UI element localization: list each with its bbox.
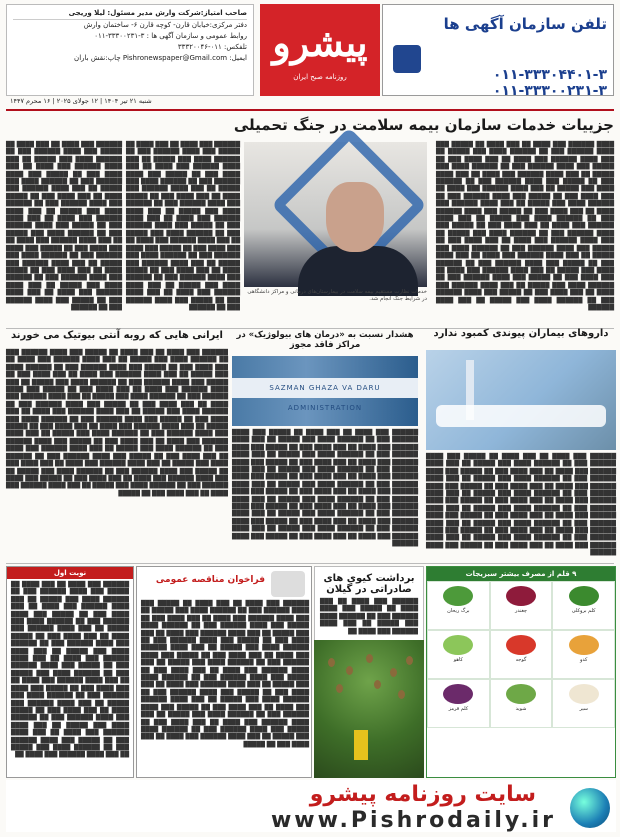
veg-item: گوجه [490, 630, 553, 679]
notice-title: نوبت اول [7, 567, 133, 579]
veg-item: کلم بروکلی [552, 581, 615, 630]
ad-title: تلفن سازمان آگهی ها [443, 15, 607, 33]
veg-item: چغندر [490, 581, 553, 630]
logo-name: پیشرو [272, 20, 368, 65]
masthead-line: دفتر مرکزی:خیابان قارن- کوچه قارن ۶- ساختمان وارش [83, 21, 247, 29]
masthead-line: ایمیل: Pishronewspaper@Gmail.com چاپ:نقش باران [74, 54, 247, 62]
article-column: ████ ██████ ███ ████ ██ ███ ████ ██ █████ ███ ████ ██████ ███ ██ ██████ ████ ███ █████ ██ ███ ████ ██████ ███ ████ ██ ███ ████ ███ ██ █████ ███ ████ ██████ ███ ██ ██████ ████ ███ █████ ██ ███ ████ ██████ ███ ████ ██ ███ ████ ███ ██ █████ ███ ████ ██████ ███ ██ ██████ ████ ███ █████ ██ ███ ████ ██████ ███ ████ ██ ███ ████ ███ ██ █████ ███ ████ ██████ ███ ██ ██████ ████ ███ █████ ██ ███ ████ ██████ ███ ████ ██ ███ ████ ███ ██ █████ ███ ████ ██████ ███ ██ ██████ ████ ███ █████ ██ ███ ████ ██████ ███ ████ ██ ███ ████ ███ ██ █████ ███ ████ ██████ ███ ██ ██████ ████ ███ █████ ██ ███ ████ ██████ ███ ████ ██ ███ ████ ███ ██ █████ ███ ████ ██████ ███ ██ ██████ ████ ███ █████ ██ ███ ████ ██████ ███ ████ ██ ███ ████ ███ ██ █████ ███ ████ ██████ ███ ██ ██████ ████ ███ █████ ██ ███ ████ ██████ ███ ████ ██ ███ ████ ███ ██ █████ ███ ████ ██████ ███ ██ ██████ ████ ███ █████ ██ ███ ████ ██████ ███ ████ ██ ███ ████ ███ ██ █████ ███ ████ ██████ ███ ██ ██████ ████ ███ █████ ██ ███ ████ ██████ [436, 142, 614, 311]
broccoli-icon [569, 586, 599, 606]
section-divider [6, 563, 614, 564]
photo-caption: خدمات نظارت مستقیم بیمه سلامت در بیمارستان‌های درمانی و مراکز دانشگاهی در شرایط جنگ انجام شد. [247, 289, 427, 302]
lettuce-icon [443, 635, 473, 655]
site-url[interactable]: www.Pishrodaily.ir [270, 808, 556, 833]
patient-photo [426, 350, 616, 450]
logo [260, 4, 380, 96]
header-divider [6, 109, 614, 111]
masthead [6, 4, 254, 96]
fda-sign: SAZMAN GHAZA VA DARU ADMINISTRATION [232, 378, 418, 398]
veg-item: سیر [552, 679, 615, 728]
article-column: ██████ ███ ████ ██ ███ ████ ██ █████ ███ ████ ██████ ███ ██ ██████ ████ ███ █████ ██ ███ ████ ██████ ███ ████ ██ ███ ████ ███ ██ █████ ███ ████ ██████ ███ ██ ██████ ████ ███ █████ ██ ███ ████ ██████ ███ ████ ██ ███ ████ ███ ██ █████ ███ ████ ██████ ███ ██ ██████ ████ ███ █████ ██ ███ ████ ██████ ███ ████ ██ ███ ████ ███ ██ █████ ███ ████ ██████ ███ ██ ██████ ████ ███ █████ ██ ███ ████ ██████ ███ ████ ██ ███ ████ ███ ██ █████ ███ ████ ██████ ███ ██ ██████ ████ ███ █████ ██ ███ ████ ██████ ███ ████ ██ ███ ████ ███ ██ █████ ███ ████ ██████ ███ ██ ██████ ████ ███ █████ ██ ███ ████ ██████ ███ ████ ██ ███ ████ ███ ██ █████ ███ ████ ██████ [426, 454, 616, 557]
squash-icon [569, 635, 599, 655]
veg-item: شوید [490, 679, 553, 728]
photo-person-face [326, 182, 384, 252]
main-headline: جزییات خدمات سازمان بیمه سلامت در جنگ تحمیلی [233, 116, 614, 134]
vegetables-box [426, 566, 616, 778]
article-column: ██████ ███ ████ ██ ███ ████ ██ █████ ███ ████ ██████ ███ ██ ██████ ████ ███ █████ ██ ███ ████ ██████ ███ ████ ██ ███ ████ ███ ██ █████ ███ ████ ██████ ███ ██ ██████ ████ ███ █████ ██ ███ ████ ██████ ███ ████ ██ ███ ████ ███ ██ █████ ███ ████ ██████ ███ ██ ██████ ████ ███ █████ ██ ███ ████ ██████ ███ ████ ██ ███ ████ ███ ██ █████ ███ ████ ██████ ███ ██ ██████ ████ ███ █████ ██ ███ ████ ██████ ███ ████ ██ ███ ████ ███ ██ █████ ███ ████ ██████ ███ ██ ██████ ████ ███ █████ ██ ███ ████ ██████ ███ ████ ██ ███ ████ ███ ██ █████ ███ ████ ██████ ███ ██ ██████ ████ ███ █████ ██ ███ ████ ██████ ███ ████ ██ ███ ████ ███ ██ █████ ███ ████ ██████ ███ ██ ██████ [6, 142, 122, 311]
gas-company-logo-icon [271, 571, 305, 597]
kiwi-title: برداشت کیوی های صادراتی در گیلان [323, 573, 415, 595]
veg-item: کاهو [427, 630, 490, 679]
logo-sub: روزنامه صبح ایران [293, 73, 347, 81]
veg-grid [427, 581, 615, 728]
veg-item: کلم قرمز [427, 679, 490, 728]
notice-ad: نوبت اول ██████ ███ ████ ██ ███ ████ ██ █████ ███ ████ ██████ ███ ██ ██████ ████ ███ █████ ██ ███ ████ ██████ ███ ████ ██ ███ ████ ███ ██ █████ ███ ████ ██████ ███ ██ ██████ ████ ███ █████ ██ ███ ████ ██████ ███ ████ ██ ███ ████ ███ ██ █████ ███ ████ ██████ ███ ██ ██████ ████ ███ █████ ██ ███ ████ ██████ ███ ████ ██ ███ ████ ███ ██ █████ ███ ████ ██████ ███ ██ ██████ ████ ███ █████ ██ ███ ████ ██████ ███ ████ ██ ███ ████ ███ ██ █████ ███ ████ ██████ ███ ██ ██████ ████ ███ █████ ██ ███ ████ ██████ ███ ████ ██ ███ ████ ███ ██ █████ ███ ████ ██████ ███ ██ ██████ ████ ███ █████ ██ ███ ████ ██████ ███ ████ ██ ███ ████ ███ ██ █████ ███ ████ ██████ ███ ██ ██████ ████ ███ █████ ██ ███ ████ ██████ ███ ████ ██ [6, 566, 134, 778]
article4-title: داروهای بیماران پیوندی کمبود ندارد [433, 328, 609, 339]
site-name-fa: سایت روزنامه پیشرو [309, 782, 536, 807]
veg-title: ۹ قلم از مصرف بیشتر سبزیجات [427, 567, 615, 581]
tender-title: فراخوان مناقصه عمومی [155, 575, 265, 585]
site-banner [6, 780, 616, 832]
kiwi-orchard-photo [314, 640, 424, 778]
veg-item: کدو [552, 630, 615, 679]
main-photo [244, 142, 427, 287]
photo-bed [436, 405, 606, 427]
tender-ad: فراخوان مناقصه عمومی ██████ ███ ████ ██ ███ ████ ██ █████ ███ ████ ██████ ███ ██ ██████ ████ ███ █████ ██ ███ ████ ██████ ███ ████ ██ ███ ████ ███ ██ █████ ███ ████ ██████ ███ ██ ██████ ████ ███ █████ ██ ███ ████ ██████ ███ ████ ██ ███ ████ ███ ██ █████ ███ ████ ██████ ███ ██ ██████ ████ ███ █████ ██ ███ ████ ██████ ███ ████ ██ ███ ████ ███ ██ █████ ███ ████ ██████ ███ ██ ██████ ████ ███ █████ ██ ███ ████ ██████ ███ ████ ██ ███ ████ ███ ██ █████ ███ ████ ██████ ███ ██ ██████ ████ ███ █████ ██ ███ ████ ██████ ███ ████ ██ ███ ████ ███ ██ █████ ███ ████ ██████ ███ ██ ██████ ████ ███ █████ ██ ███ ████ ██████ ███ ████ ██ ███ ████ ███ ██ █████ ███ ████ ██████ ███ ██ ██████ ████ ███ █████ ██ ███ ████ ██████ ███ ████ ██ ███ ████ ███ ██ █████ ███ ████ ██████ ███ ██ ██████ ████ ███ █████ ██ ███ ████ ██████ ███ ████ ██ ███ ████ ███ ██ █████ [136, 566, 312, 778]
article-column: ██████ ███ ████ ██ ███ ████ ██ █████ ███ ████ ██████ ███ ██ ██████ ████ ███ █████ ██ ███ ████ ██████ ███ ████ ██ ███ ████ ███ ██ █████ ███ ████ ██████ ███ ██ ██████ ████ ███ █████ ██ ███ ████ ██████ ███ ████ ██ ███ ████ ███ ██ █████ ███ ████ ██████ ███ ██ ██████ ████ ███ █████ ██ ███ ████ ██████ ███ ████ ██ ███ ████ ███ ██ █████ ███ ████ ██████ ███ ██ ██████ ████ ███ █████ ██ ███ ████ ██████ ███ ████ ██ ███ ████ ███ ██ █████ ███ ████ ██████ ███ ██ ██████ ████ ███ █████ ██ ███ ████ ██████ ███ ████ ██ ███ ████ ███ ██ █████ ███ ████ ██████ ███ ██ ██████ ████ ███ █████ ██ ███ ████ ██████ ███ ████ ██ ███ ████ ███ ██ █████ ███ ████ ██████ ███ ██ ██████ ████ ███ █████ ██ ███ ████ ██████ ███ ████ ██ ███ ████ ███ ██ █████ ███ ████ ██████ ███ ██ ██████ ████ ███ █████ ██ ███ ████ ██████ ███ ████ ██ ███ ████ ███ ██ █████ ███ ████ ██████ ███ ██ ██████ ████ ███ █████ ██ ███ ████ ██████ ███ ████ ██ ███ ████ ███ ██ █████ ███ ████ ██████ ███ ██ ██████ ████ ███ █████ ██ ███ ████ ██████ ███ ████ ██ ███ ████ ███ ██ █████ ███ ████ ██████ ███ ██ ██████ ████ ███ █████ ██ ███ ████ ██████ ███ ████ ██ ███ ████ ███ ██ █████ [6, 350, 228, 497]
garlic-icon [569, 684, 599, 704]
ad-phone-box [382, 4, 614, 99]
masthead-line: روابط عمومی و سازمان آگهی ها : ۳-۳۳۳۰۰۲۳۱-۰۱۱ [94, 32, 247, 40]
article-column: ██████ ███ ████ ██ ███ ████ ██ █████ ███ ████ ██████ ███ ██ ██████ ████ ███ █████ ██ ███ ████ ██████ ███ ████ ██ ███ ████ ███ ██ █████ ███ ████ ██████ ███ ██ ██████ ████ ███ █████ ██ ███ ████ ██████ ███ ████ ██ ███ ████ ███ ██ █████ ███ ████ ██████ ███ ██ ██████ ████ ███ █████ ██ ███ ████ ██████ ███ ████ ██ ███ ████ ███ ██ █████ ███ ████ ██████ ███ ██ ██████ ████ ███ █████ ██ ███ ████ ██████ ███ ████ ██ ███ ████ ███ ██ █████ ███ ████ ██████ ███ ██ ██████ ████ ███ █████ ██ ███ ████ ██████ ███ ████ ██ ███ ████ ███ ██ █████ ███ ████ ██████ ███ ██ ██████ ████ ███ █████ ██ ███ ████ ██████ ███ ████ ██ ███ ████ ███ ██ █████ ███ ████ ██████ ███ ██ ██████ [126, 142, 240, 311]
ad-phone: ۰۱۱-۳۳۳۰۴۴۰۱-۳ ۰۱۱-۳۳۳۰۰۲۳۱-۳ [492, 67, 607, 99]
kiwi-article: برداشت کیوی های صادراتی در گیلان ██████ ███ ████ ██ ███ ████ ██ █████ ███ ████ ██████ ███ ██ ██████ ████ ███ █████ ██ ███ ████ ██████ ███ ████ ██ [314, 566, 424, 778]
beet-icon [506, 586, 536, 606]
cabbage-icon [443, 684, 473, 704]
dill-icon [506, 684, 536, 704]
worker-figure [354, 730, 368, 760]
article3-title: هشدار نسبت به «درمان های بیولوژیک» در مراکز فاقد مجوز [236, 330, 414, 350]
veg-item: برگ ریحان [427, 581, 490, 630]
globe-icon [570, 788, 610, 828]
tomato-icon [506, 635, 536, 655]
article-column: ██████ ███ ████ ██ ███ ████ ██ █████ ███ ████ ██████ ███ ██ ██████ ████ ███ █████ ██ ███ ████ ██████ ███ ████ ██ ███ ████ ███ ██ █████ ███ ████ ██████ ███ ██ ██████ ████ ███ █████ ██ ███ ████ ██████ ███ ████ ██ ███ ████ ███ ██ █████ ███ ████ ██████ ███ ██ ██████ ████ ███ █████ ██ ███ ████ ██████ ███ ████ ██ ███ ████ ███ ██ █████ ███ ████ ██████ ███ ██ ██████ ████ ███ █████ ██ ███ ████ ██████ ███ ████ ██ ███ ████ ███ ██ █████ ███ ████ ██████ ███ ██ ██████ ████ ███ █████ ██ ███ ████ ██████ ███ ████ ██ ███ ████ ███ ██ █████ ███ ████ ██████ ███ ██ ██████ ████ ███ █████ ██ ███ ████ ██████ ███ ████ ██ ███ ████ ███ ██ █████ ███ ████ ██████ ███ ██ ██████ ████ ███ █████ ██ ███ ████ ██████ ███ ████ ██ ███ ████ ███ ██ █████ ███ ████ ██████ [232, 430, 418, 548]
date-line: شنبه ۲۱ تیر ۱۴۰۴ | ۱۲ جولای ۲۰۲۵ | ۱۶ محرم ۱۴۴۷ [10, 97, 152, 105]
masthead-line: تلفکس: ۰۱۱-۳۳۳۲۰۰۴۶ [177, 43, 247, 51]
basil-icon [443, 586, 473, 606]
masthead-line: صاحب امتیاز:شرکت وارش مدیر مسئول: لیلا وریجی [13, 8, 247, 20]
article2-title: ایرانی هایی که روبه آنتی بیوتیک می خورند [11, 330, 223, 341]
fda-building-photo [232, 356, 418, 426]
